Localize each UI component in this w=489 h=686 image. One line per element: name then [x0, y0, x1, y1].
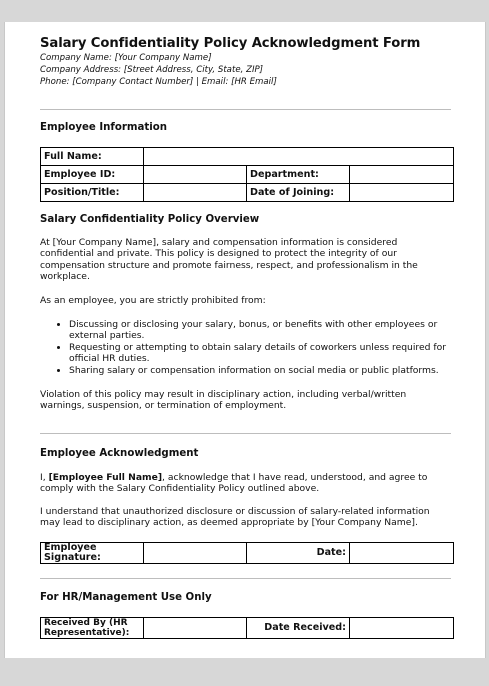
department-field[interactable]	[350, 166, 454, 184]
statement-suffix: , acknowledge that I have read, understood, and agree to comply with the Salary Confidentiality Policy outlined above.	[40, 472, 428, 495]
acknowledgment-heading: Employee Acknowledgment	[40, 448, 199, 459]
signature-date-label: Date:	[247, 543, 350, 564]
violation-text: Violation of this policy may result in disciplinary action, including verbal/written warnings, suspension, or termination of employment.	[40, 389, 407, 412]
list-item: • Sharing salary or compensation information on social media or public platforms.	[69, 365, 469, 376]
full-name-field[interactable]	[144, 148, 454, 166]
received-by-field[interactable]	[144, 618, 247, 639]
policy-intro: At [Your Company Name], salary and compensation information is considered confidential and private. This policy is designed to protect the integrity of our compensation structure and promote fairness, respect, and professionalism in the workplace.	[40, 237, 418, 283]
policy-overview-heading: Salary Confidentiality Policy Overview	[40, 214, 260, 225]
list-item: • Requesting or attempting to obtain salary details of coworkers unless required for official HR duties.	[69, 342, 469, 365]
divider	[40, 109, 451, 110]
disclosure-statement: I understand that unauthorized disclosure or discussion of salary-related information may lead to disciplinary action, as deemed appropriate by [Your Company Name].	[40, 506, 430, 529]
date-of-joining-field[interactable]	[350, 184, 454, 202]
employee-id-label: Employee ID:	[41, 166, 144, 184]
employee-info-table	[40, 147, 454, 202]
signature-date-field[interactable]	[350, 543, 454, 564]
hr-table	[40, 617, 454, 639]
company-contact: Phone: [Company Contact Number] | Email: [HR Email]	[40, 77, 277, 87]
form-title: Salary Confidentiality Policy Acknowledgment Form	[40, 36, 421, 51]
divider	[40, 433, 451, 434]
signature-table	[40, 542, 454, 564]
received-by-label: Received By (HR Representative):	[41, 618, 144, 639]
full-name-label: Full Name:	[41, 148, 144, 166]
prohibited-intro: As an employee, you are strictly prohibited from:	[40, 295, 266, 306]
document-page	[4, 22, 486, 658]
acknowledgment-statement	[40, 472, 450, 495]
date-received-label: Date Received:	[247, 618, 350, 639]
employee-signature-label: Employee Signature:	[41, 543, 144, 564]
date-of-joining-label: Date of Joining:	[247, 184, 350, 202]
employee-id-field[interactable]	[144, 166, 247, 184]
employee-name-placeholder: [Employee Full Name]	[48, 472, 163, 483]
prohibited-list	[55, 319, 469, 376]
statement-prefix: I,	[40, 472, 49, 483]
divider	[40, 578, 451, 579]
employee-signature-field[interactable]	[144, 543, 247, 564]
hr-use-heading: For HR/Management Use Only	[40, 592, 212, 603]
employee-info-heading: Employee Information	[40, 122, 167, 133]
position-title-label: Position/Title:	[41, 184, 144, 202]
date-received-field[interactable]	[350, 618, 454, 639]
department-label: Department:	[247, 166, 350, 184]
list-item: • Discussing or disclosing your salary, bonus, or benefits with other employees or external parties.	[69, 319, 469, 342]
position-title-field[interactable]	[144, 184, 247, 202]
company-name: Company Name: [Your Company Name]	[40, 53, 212, 63]
company-address: Company Address: [Street Address, City, State, ZIP]	[40, 65, 264, 75]
